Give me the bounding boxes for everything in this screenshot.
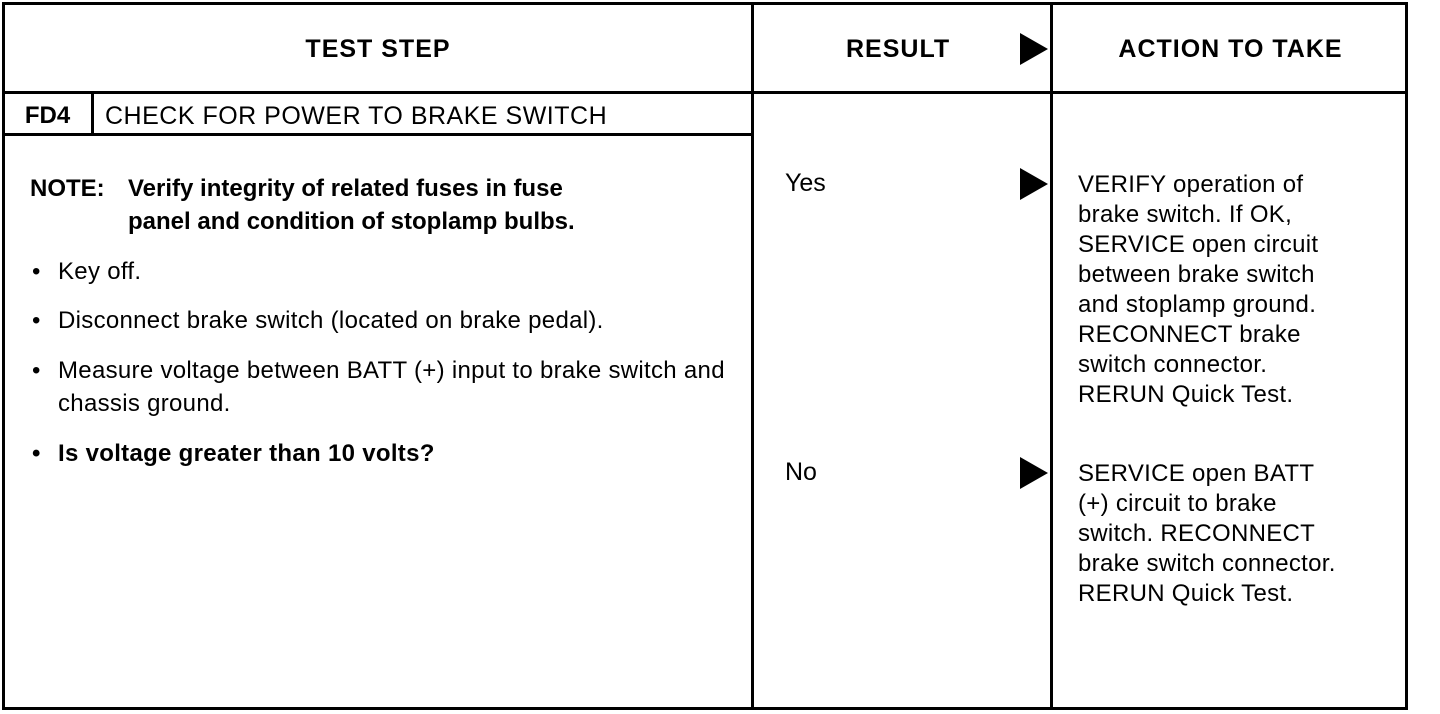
action-yes-line: brake switch. If OK,: [1078, 201, 1293, 228]
action-no-line: switch. RECONNECT: [1078, 520, 1316, 547]
action-yes-line: RECONNECT brake: [1078, 321, 1301, 348]
action-yes-line: between brake switch: [1078, 261, 1315, 288]
bullet-measure: • Measure voltage between BATT (+) input to brake switch and chassis ground.: [30, 354, 730, 420]
note-line-1: Verify integrity of related fuses in fuse: [128, 175, 563, 202]
step-id-divider: [91, 94, 94, 134]
header-arrow-icon: [1020, 33, 1048, 65]
header-result: RESULT: [846, 34, 951, 63]
note-label: NOTE:: [30, 175, 105, 202]
result-yes-arrow-icon: [1020, 168, 1048, 200]
action-no-line: RERUN Quick Test.: [1078, 580, 1294, 607]
action-yes-line: SERVICE open circuit: [1078, 231, 1319, 258]
result-yes: Yes: [785, 169, 826, 197]
header-action-to-take: ACTION TO TAKE: [1118, 34, 1343, 63]
action-no-line: (+) circuit to brake: [1078, 490, 1277, 517]
step-title: CHECK FOR POWER TO BRAKE SWITCH: [105, 101, 608, 130]
bullet-question: • Is voltage greater than 10 volts?: [30, 437, 730, 470]
result-no: No: [785, 458, 817, 486]
header-test-step: TEST STEP: [305, 34, 451, 63]
step-id: FD4: [24, 102, 71, 129]
action-yes-line: and stoplamp ground.: [1078, 291, 1317, 318]
action-yes-line: VERIFY operation of: [1078, 171, 1304, 198]
column-divider-result: [751, 5, 754, 707]
note: [30, 172, 730, 238]
result-no-arrow-icon: [1020, 457, 1048, 489]
action-no-line: SERVICE open BATT: [1078, 460, 1315, 487]
column-divider-action: [1050, 5, 1053, 707]
action-yes: [1078, 170, 1398, 410]
note-line-2: panel and condition of stoplamp bulbs.: [128, 208, 575, 235]
action-yes-line: switch connector.: [1078, 351, 1268, 378]
action-yes-line: RERUN Quick Test.: [1078, 381, 1294, 408]
action-no-line: brake switch connector.: [1078, 550, 1336, 577]
bullet-disconnect: • Disconnect brake switch (located on brake pedal).: [30, 304, 730, 337]
bullet-key-off: • Key off.: [30, 255, 730, 288]
test-step-table: [2, 2, 1408, 710]
action-no: [1078, 459, 1398, 609]
